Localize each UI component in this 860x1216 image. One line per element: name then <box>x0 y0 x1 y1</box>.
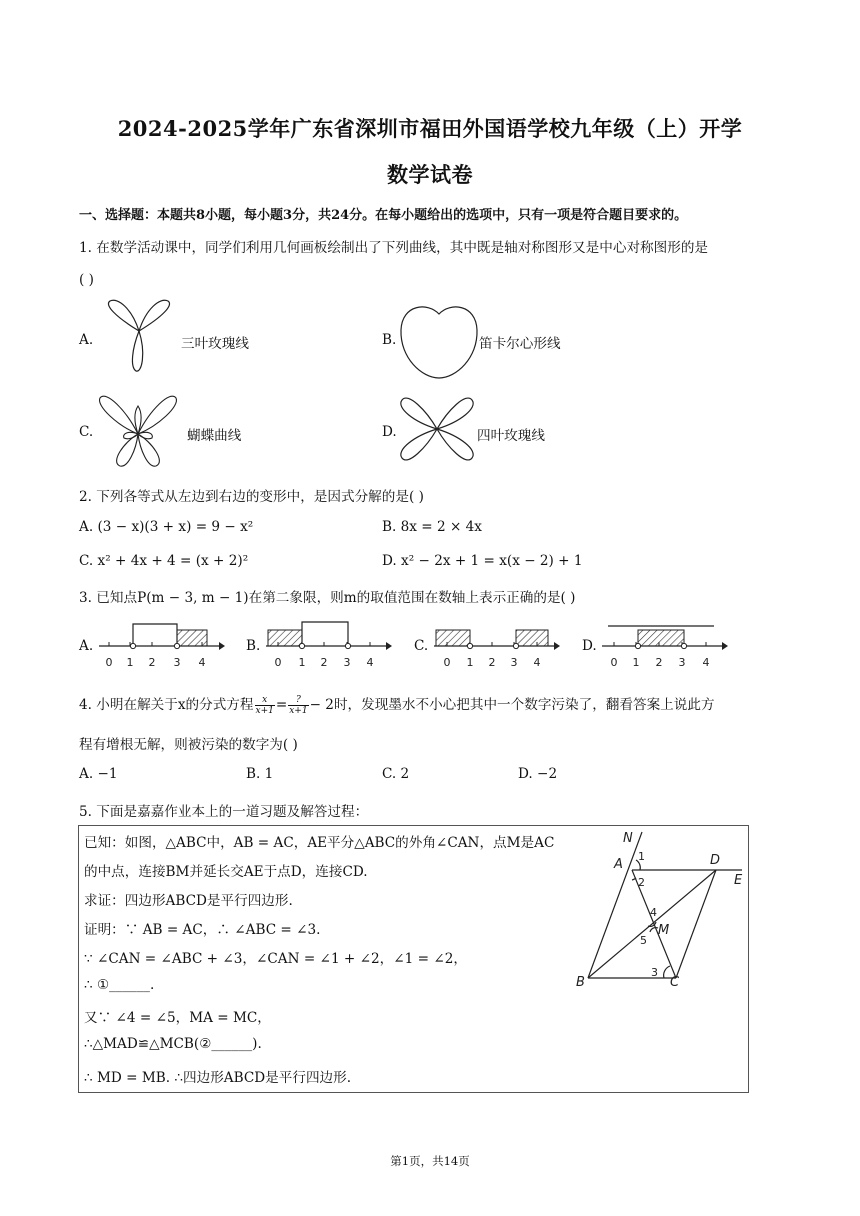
q5-line-6: ∴ ①______. <box>84 977 155 993</box>
tick-label: 2 <box>655 656 663 669</box>
label-n: N <box>623 831 633 846</box>
q3-number-line-b <box>262 618 392 674</box>
tick-label: 0 <box>610 656 618 669</box>
q4-stem <box>79 693 715 716</box>
tick-label: 0 <box>443 656 451 669</box>
angle-label-4: 4 <box>650 906 657 919</box>
label-a: A <box>614 857 623 872</box>
label-c: C <box>670 975 680 990</box>
q4-frac2-denominator: x+1 <box>289 706 308 716</box>
q4-fraction-left <box>255 695 275 716</box>
tick-label: 4 <box>702 656 710 669</box>
q4-option-c: C. 2 <box>382 766 410 782</box>
q5-line-5: ∵ ∠CAN = ∠ABC + ∠3，∠CAN = ∠1 + ∠2，∠1 = ∠2， <box>84 951 467 967</box>
tick-label: 2 <box>488 656 496 669</box>
tick-label: 1 <box>126 656 134 669</box>
q1-option-c-letter: C. <box>79 424 94 440</box>
tick-label: 2 <box>320 656 328 669</box>
q3-number-line-c <box>430 618 560 674</box>
q4-fraction-right <box>288 695 308 716</box>
tick-label: 1 <box>298 656 306 669</box>
angle-label-2: 2 <box>638 876 645 889</box>
q4-equals: = <box>275 697 288 713</box>
q3-option-a-letter: A. <box>79 638 94 654</box>
q2-stem: 2. 下列各等式从左边到右边的变形中，是因式分解的是( ) <box>79 489 424 505</box>
section-heading: 一、选择题：本题共8小题，每小题3分，共24分。在每小题给出的选项中，只有一项是符合题目要求的。 <box>79 208 688 223</box>
cardioid-figure <box>398 300 480 382</box>
three-leaf-rose-figure <box>96 297 181 377</box>
q3-option-b-letter: B. <box>246 638 261 654</box>
q4-stem-continued: 程有增根无解，则被污染的数字为( ) <box>79 737 298 753</box>
tick-label: 4 <box>533 656 541 669</box>
q1-option-c-caption: 蝴蝶曲线 <box>187 428 242 444</box>
q1-paren: ( ) <box>79 272 94 288</box>
q5-line-2: 的中点，连接BM并延长交AE于点D，连接CD. <box>84 864 368 880</box>
page-subtitle: 数学试卷 <box>387 162 473 187</box>
tick-label: 3 <box>173 656 181 669</box>
q5-line-4: 证明：∵ AB = AC，∴ ∠ABC = ∠3. <box>84 922 321 938</box>
page-footer: 第1页，共14页 <box>390 1154 470 1168</box>
tick-label: 2 <box>148 656 156 669</box>
q3-stem: 3. 已知点P(m − 3, m − 1)在第二象限，则m的取值范围在数轴上表示正确的是( ) <box>79 590 576 606</box>
q5-line-9: ∴ MD = MB. ∴四边形ABCD是平行四边形. <box>84 1070 352 1086</box>
page-title: 2024-2025学年广东省深圳市福田外国语学校九年级（上）开学 <box>117 116 743 141</box>
q5-line-1: 已知：如图，△ABC中，AB = AC，AE平分△ABC的外角∠CAN，点M是AC <box>84 835 555 851</box>
angle-label-3: 3 <box>651 966 658 979</box>
q3-number-line-a <box>95 618 225 674</box>
tick-label: 3 <box>510 656 518 669</box>
q2-option-d: D. x² − 2x + 1 = x(x − 2) + 1 <box>382 553 583 569</box>
tick-label: 0 <box>274 656 282 669</box>
q1-stem: 1. 在数学活动课中，同学们利用几何画板绘制出了下列曲线，其中既是轴对称图形又是中心对称图形的是 <box>79 240 709 256</box>
four-leaf-rose-figure <box>398 390 476 468</box>
q4-frac1-denominator: x+1 <box>255 706 274 716</box>
label-b: B <box>576 975 585 990</box>
q5-geometry-figure <box>570 828 746 992</box>
tick-label: 0 <box>105 656 113 669</box>
tick-label: 4 <box>366 656 374 669</box>
q2-option-a: A. (3 − x)(3 + x) = 9 − x² <box>79 519 254 535</box>
q1-option-a-letter: A. <box>79 332 94 348</box>
q4-frac2-numerator: ? <box>288 695 308 706</box>
q4-stem-part-b: − 2时，发现墨水不小心把其中一个数字污染了，翻看答案上说此方 <box>309 697 715 713</box>
label-d: D <box>710 853 721 868</box>
q4-frac1-numerator: x <box>255 695 275 706</box>
angle-label-1: 1 <box>638 850 645 863</box>
tick-label: 3 <box>343 656 351 669</box>
q1-option-a-caption: 三叶玫瑰线 <box>181 336 249 352</box>
angle-label-5: 5 <box>640 934 647 947</box>
q4-option-a: A. −1 <box>79 766 118 782</box>
butterfly-curve-figure <box>96 390 181 470</box>
label-e: E <box>734 873 743 888</box>
q5-line-3: 求证：四边形ABCD是平行四边形. <box>84 893 293 909</box>
tick-label: 4 <box>198 656 206 669</box>
q1-option-d-letter: D. <box>382 424 397 440</box>
tick-label: 1 <box>466 656 474 669</box>
q4-option-b: B. 1 <box>246 766 274 782</box>
q1-option-b-letter: B. <box>382 332 397 348</box>
q5-stem: 5. 下面是嘉嘉作业本上的一道习题及解答过程： <box>79 804 369 820</box>
label-m: M <box>658 923 670 938</box>
q3-option-d-letter: D. <box>582 638 597 654</box>
tick-label: 1 <box>632 656 640 669</box>
q1-option-d-caption: 四叶玫瑰线 <box>477 428 545 444</box>
q4-stem-part-a: 4. 小明在解关于x的分式方程 <box>79 697 254 713</box>
q2-option-b: B. 8x = 2 × 4x <box>382 519 482 535</box>
q3-option-c-letter: C. <box>414 638 429 654</box>
tick-label: 3 <box>678 656 686 669</box>
q1-option-b-caption: 笛卡尔心形线 <box>479 336 561 352</box>
q4-option-d: D. −2 <box>518 766 558 782</box>
q5-line-7: 又∵ ∠4 = ∠5，MA = MC， <box>84 1010 271 1026</box>
q2-option-c: C. x² + 4x + 4 = (x + 2)² <box>79 553 249 569</box>
q5-line-8: ∴△MAD≌△MCB(②______). <box>84 1036 262 1052</box>
q3-number-line-d <box>598 618 728 674</box>
